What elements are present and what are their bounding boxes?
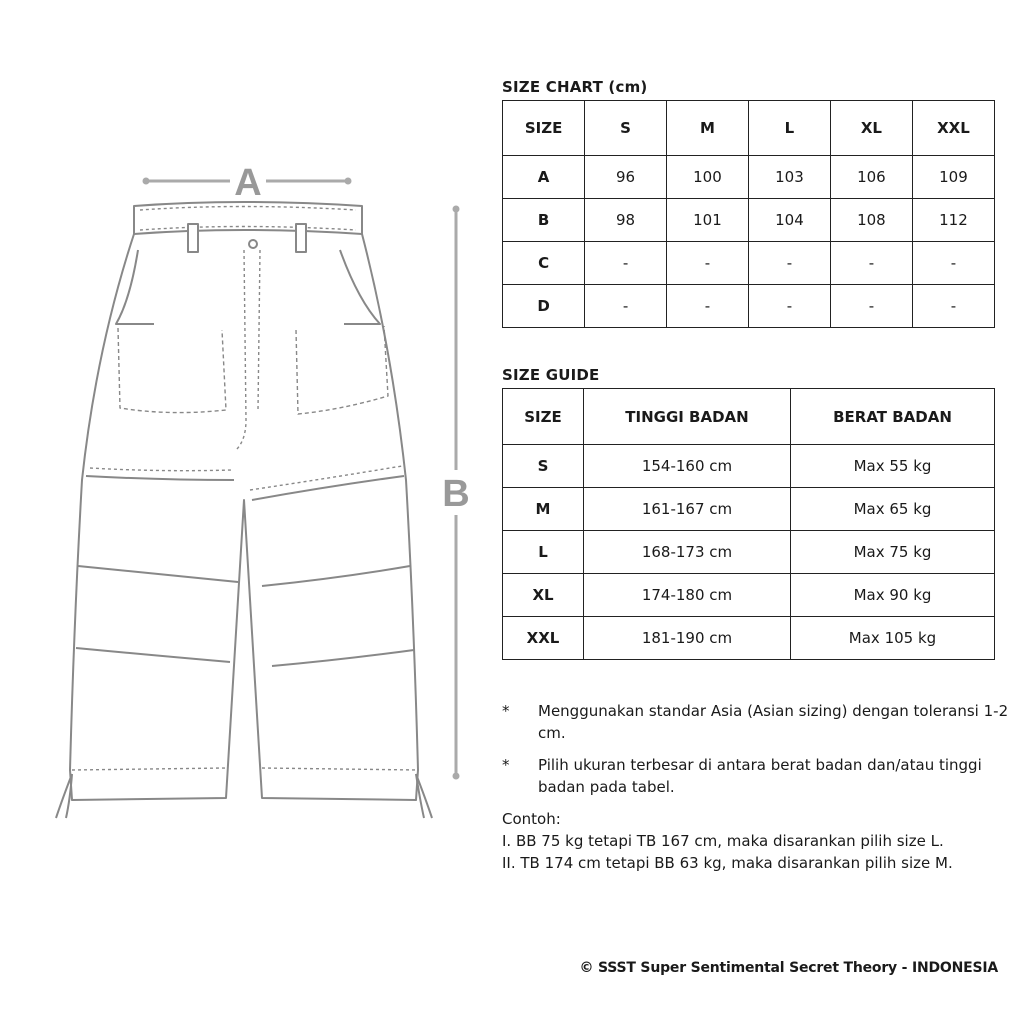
- note-text: Menggunakan standar Asia (Asian sizing) dengan toleransi 1-2 cm.: [538, 702, 1009, 742]
- table-row: [503, 531, 995, 574]
- example-line: I. BB 75 kg tetapi TB 167 cm, maka disarankan pilih size L.: [502, 832, 944, 850]
- note-item: [502, 754, 1012, 798]
- table-cell: 106: [830, 156, 912, 199]
- row-label: L: [503, 531, 584, 574]
- size-guide-table: [502, 388, 995, 660]
- table-cell: -: [748, 285, 830, 328]
- table-cell: Max 55 kg: [791, 445, 995, 488]
- header-cell: S: [585, 101, 667, 156]
- note-bullet: *: [502, 756, 510, 774]
- table-cell: -: [912, 285, 994, 328]
- table-cell: -: [830, 242, 912, 285]
- table-cell: Max 75 kg: [791, 531, 995, 574]
- note-text: Pilih ukuran terbesar di antara berat badan dan/atau tinggi badan pada tabel.: [538, 756, 982, 796]
- size-chart-title: SIZE CHART (cm): [502, 78, 648, 96]
- notes-section: [502, 700, 1012, 874]
- header-cell: SIZE: [503, 101, 585, 156]
- header-cell: TINGGI BADAN: [584, 389, 791, 445]
- header-cell: BERAT BADAN: [791, 389, 995, 445]
- table-cell: 112: [912, 199, 994, 242]
- table-cell: -: [912, 242, 994, 285]
- table-cell: -: [748, 242, 830, 285]
- table-cell: Max 105 kg: [791, 617, 995, 660]
- table-cell: 181-190 cm: [584, 617, 791, 660]
- header-cell: XL: [830, 101, 912, 156]
- table-cell: 154-160 cm: [584, 445, 791, 488]
- table-row: [503, 488, 995, 531]
- size-chart-table: [502, 100, 995, 328]
- table-cell: 174-180 cm: [584, 574, 791, 617]
- table-cell: Max 90 kg: [791, 574, 995, 617]
- row-label: XL: [503, 574, 584, 617]
- row-label: A: [503, 156, 585, 199]
- table-cell: Max 65 kg: [791, 488, 995, 531]
- example-line: II. TB 174 cm tetapi BB 63 kg, maka disarankan pilih size M.: [502, 854, 953, 872]
- row-label: XXL: [503, 617, 584, 660]
- row-label: D: [503, 285, 585, 328]
- table-row: [503, 156, 995, 199]
- row-label: M: [503, 488, 584, 531]
- table-cell: 100: [666, 156, 748, 199]
- row-label: C: [503, 242, 585, 285]
- table-row: [503, 445, 995, 488]
- pants-diagram: [40, 150, 480, 830]
- table-cell: 104: [748, 199, 830, 242]
- example-block: [502, 808, 1012, 874]
- note-bullet: *: [502, 702, 510, 720]
- example-heading: Contoh:: [502, 810, 561, 828]
- table-cell: 98: [585, 199, 667, 242]
- table-header-row: [503, 101, 995, 156]
- note-item: [502, 700, 1012, 744]
- table-row: [503, 617, 995, 660]
- table-row: [503, 242, 995, 285]
- label-a: A: [234, 162, 262, 204]
- table-cell: -: [830, 285, 912, 328]
- table-row: [503, 285, 995, 328]
- table-cell: -: [666, 285, 748, 328]
- table-cell: 101: [666, 199, 748, 242]
- table-row: [503, 574, 995, 617]
- header-cell: M: [666, 101, 748, 156]
- table-cell: 161-167 cm: [584, 488, 791, 531]
- header-cell: L: [748, 101, 830, 156]
- table-cell: 109: [912, 156, 994, 199]
- footer-credit: © SSST Super Sentimental Secret Theory - INDONESIA: [579, 960, 998, 976]
- table-cell: 108: [830, 199, 912, 242]
- header-cell: SIZE: [503, 389, 584, 445]
- dimension-a: [143, 162, 352, 204]
- table-header-row: [503, 389, 995, 445]
- table-cell: -: [585, 242, 667, 285]
- table-cell: 103: [748, 156, 830, 199]
- table-cell: 96: [585, 156, 667, 199]
- table-cell: -: [585, 285, 667, 328]
- size-guide-title: SIZE GUIDE: [502, 366, 600, 384]
- table-cell: -: [666, 242, 748, 285]
- table-cell: 168-173 cm: [584, 531, 791, 574]
- dimension-b: [442, 206, 469, 780]
- table-row: [503, 199, 995, 242]
- row-label: S: [503, 445, 584, 488]
- label-b: B: [442, 473, 470, 515]
- row-label: B: [503, 199, 585, 242]
- header-cell: XXL: [912, 101, 994, 156]
